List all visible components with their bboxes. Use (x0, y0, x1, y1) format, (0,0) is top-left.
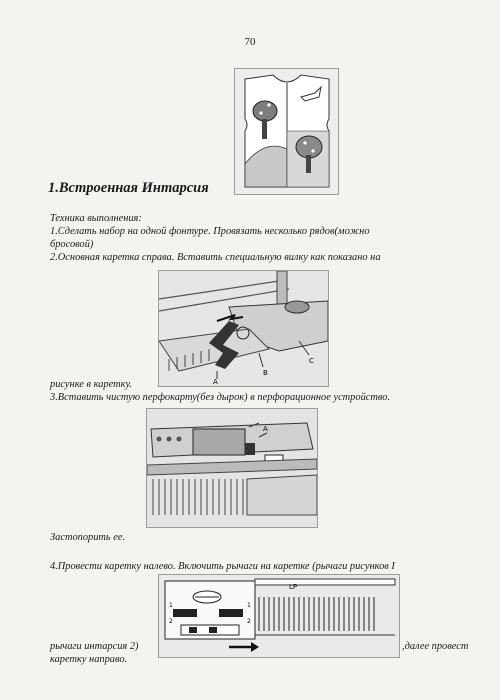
carriage-levers-figure (158, 574, 400, 658)
carriage-fork-figure (158, 270, 329, 387)
punchcard-drawing (147, 409, 317, 527)
fig2-label-a: A (213, 378, 218, 386)
technique-label: Техника выполнения: (50, 213, 142, 224)
step4-line-c: ,далее провест (402, 641, 469, 652)
intarsia-garment-figure (234, 68, 339, 195)
step4-line-b: рычаги интарсия 2) (50, 641, 139, 652)
lock-line: Застопорить ее. (50, 532, 126, 543)
fig4-num-2: 2 (169, 618, 173, 625)
fig4-num-1: 1 (169, 602, 173, 609)
step2-line-b: рисунке в каретку. (50, 379, 133, 390)
fig3-label-a: A (263, 425, 268, 433)
carriage-fork-drawing (159, 271, 328, 386)
section-heading: 1.Встроенная Интарсия (48, 180, 209, 196)
carriage-levers-drawing (159, 575, 399, 657)
fig4-num-3: 2 (247, 618, 251, 625)
page-number: 70 (244, 36, 256, 48)
fig2-label-b: B (263, 369, 268, 377)
step2-line-a: 2.Основная каретка справа. Вставить специальную вилку как показано на (50, 252, 381, 263)
step4-line-a: 4.Провести каретку налево. Включить рычаги на каретке (рычаги рисунков I (50, 561, 395, 572)
step4-line-d: каретку направо. (50, 654, 128, 665)
intarsia-garment-drawing (235, 69, 338, 194)
step1-line-b: бросовой) (50, 239, 94, 250)
punchcard-figure (146, 408, 318, 528)
fig4-num-4: 1 (247, 602, 251, 609)
fig4-label-lp: LP (289, 583, 298, 591)
step3-line: 3.Вставить чистую перфокарту(без дырок) в перфорационное устройство. (50, 392, 391, 403)
fig2-label-c: C (309, 357, 314, 365)
step1-line-a: 1.Сделать набор на одной фонтуре. Провязать несколько рядов(можно (50, 226, 370, 237)
